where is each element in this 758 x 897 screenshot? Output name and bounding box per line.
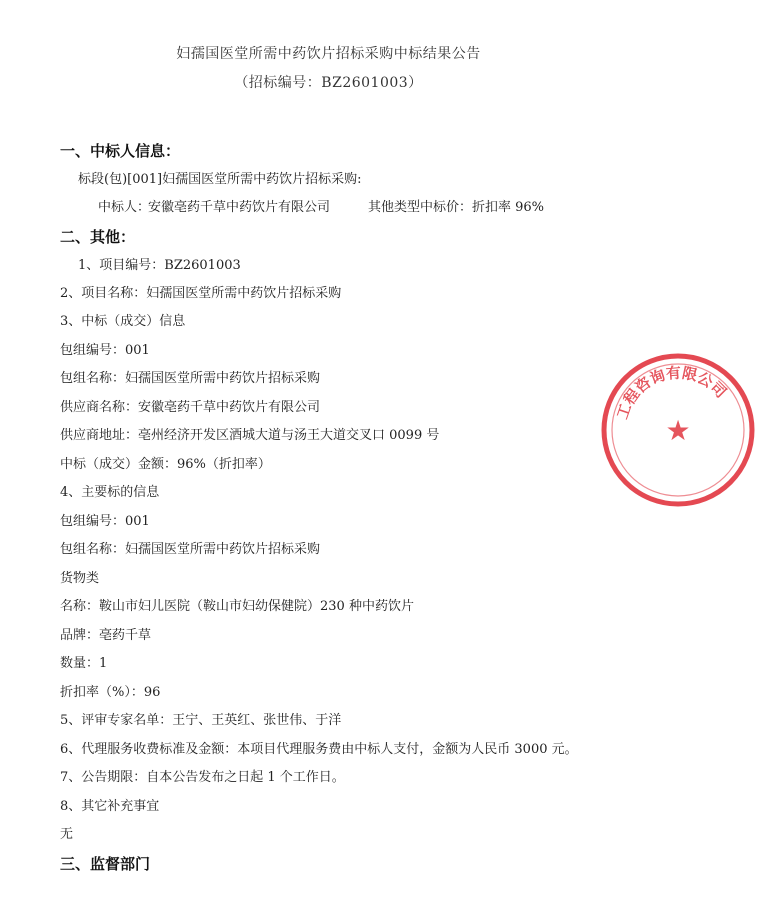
star-icon: ★ [665, 414, 691, 447]
other-info-line: 品牌：亳药千草 [60, 628, 152, 643]
red-seal-stamp [598, 350, 758, 510]
other-info-line: 7、公告期限：自本公告发布之日起 1 个工作日。 [60, 770, 345, 785]
section-heading-winner-info: 一、中标人信息： [60, 142, 181, 160]
section-heading-supervision: 三、监督部门 [60, 855, 151, 873]
other-info-line: 包组编号：001 [60, 343, 150, 358]
seal-text-path: 工程咨询有限公司 [613, 363, 731, 422]
other-info-line: 3、中标（成交）信息 [60, 314, 186, 329]
other-info-line: 5、评审专家名单：王宁、王英红、张世伟、于洋 [60, 713, 342, 728]
other-info-line: 包组名称：妇孺国医堂所需中药饮片招标采购 [60, 371, 321, 386]
other-info-line: 1、项目编号：BZ2601003 [78, 258, 241, 273]
other-info-line: 无 [60, 827, 74, 842]
winner-name: 安徽亳药千草中药饮片有限公司 [148, 200, 331, 215]
tender-number: （招标编号：BZ2601003） [234, 75, 423, 91]
other-info-line: 4、主要标的信息 [60, 485, 160, 500]
other-info-line: 6、代理服务收费标准及金额：本项目代理服务费由中标人支付，金额为人民币 3000 元。 [60, 742, 578, 757]
other-info-line: 货物类 [60, 571, 100, 586]
other-info-line: 数量：1 [60, 656, 108, 671]
winner-label: 中标人： [98, 200, 151, 215]
other-info-line: 8、其它补充事宜 [60, 799, 160, 814]
other-info-line: 供应商名称：安徽亳药千草中药饮片有限公司 [60, 400, 321, 415]
other-info-line: 2、项目名称：妇孺国医堂所需中药饮片招标采购 [60, 286, 342, 301]
other-info-line: 供应商地址：亳州经济开发区酒城大道与汤王大道交叉口 0099 号 [60, 428, 440, 443]
lot-line: 标段(包)[001]妇孺国医堂所需中药饮片招标采购: [78, 172, 362, 187]
other-info-line: 包组编号：001 [60, 514, 150, 529]
section-heading-other: 二、其他： [60, 228, 136, 246]
other-info-line: 名称：鞍山市妇儿医院（鞍山市妇幼保健院）230 种中药饮片 [60, 599, 414, 614]
page-title: 妇孺国医堂所需中药饮片招标采购中标结果公告 [176, 46, 481, 62]
other-info-line: 包组名称：妇孺国医堂所需中药饮片招标采购 [60, 542, 321, 557]
winning-price: 其他类型中标价：折扣率 96% [368, 200, 545, 215]
other-info-line: 中标（成交）金额：96%（折扣率） [60, 457, 271, 472]
other-info-line: 折扣率（%）：96 [60, 685, 161, 700]
